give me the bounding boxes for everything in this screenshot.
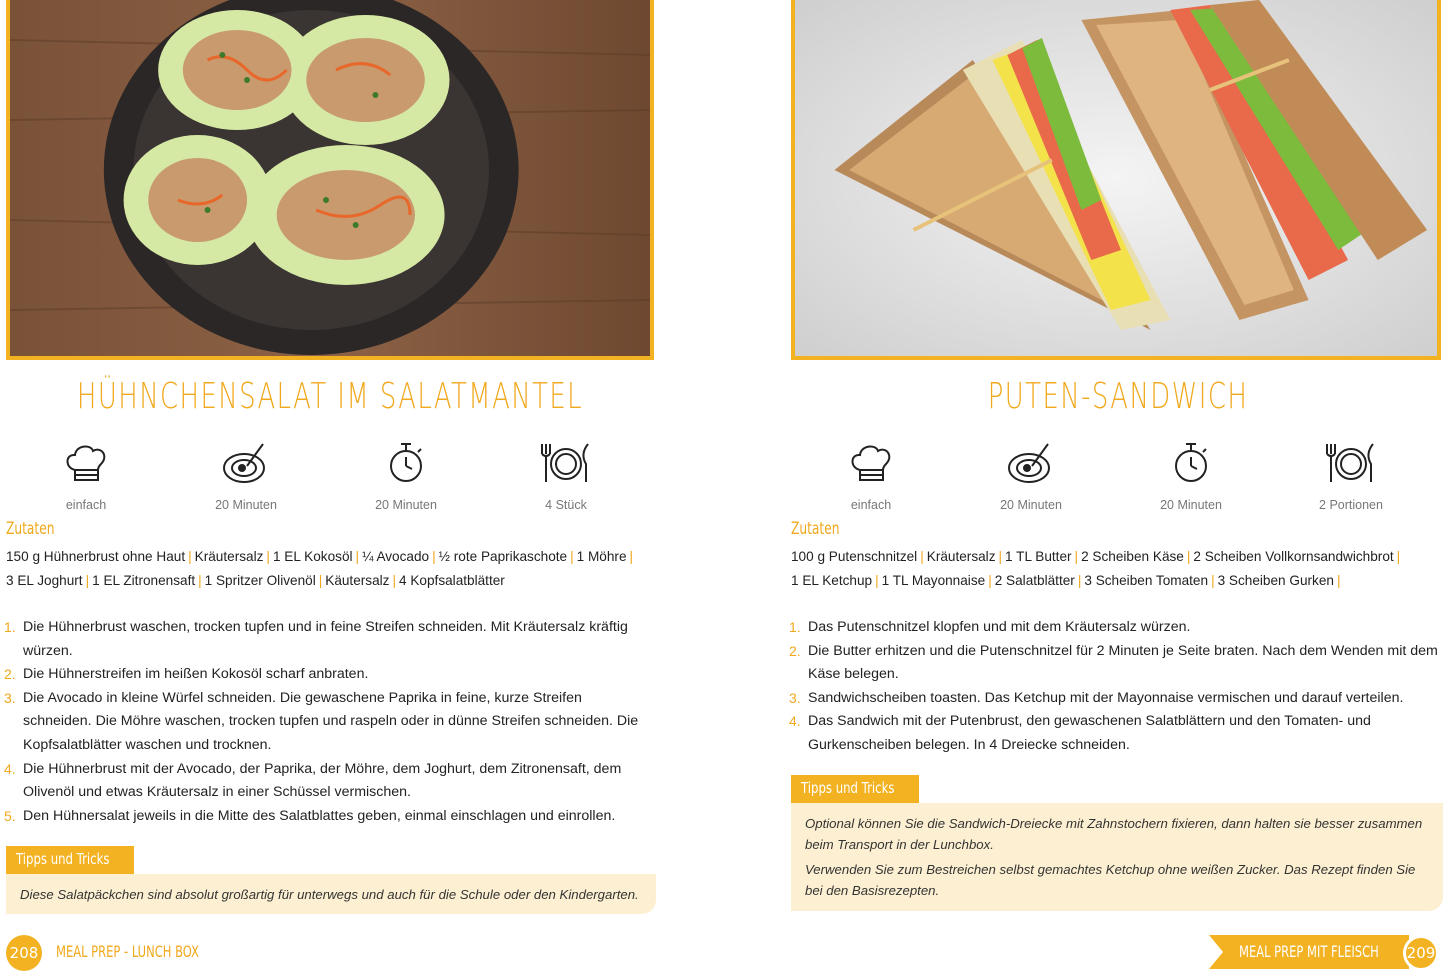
ingredient: 4 Kopfsalatblätter — [399, 573, 505, 588]
servings-label: 4 Stück — [545, 498, 587, 512]
prep-time-info — [951, 440, 1111, 512]
ingredient: ½ rote Paprikaschote — [438, 549, 568, 564]
step-text: Die Hühnerbrust mit der Avocado, der Paprika, der Möhre, dem Joghurt, dem Zitronensaft, dem Olivenöl und etwas Kräutersalz in einer Schüssel vermischen. — [23, 760, 622, 801]
ingredient: 1 EL Kokosöl — [272, 549, 353, 564]
ingredients-list — [6, 545, 646, 593]
tips-heading: Tipps und Tricks — [6, 846, 134, 874]
step-item — [4, 663, 654, 687]
step-text: Das Sandwich mit der Putenbrust, den gewaschenen Salatblättern und den Tomaten- und Gurkenscheiben belegen. In 4 Dreiecke schneiden. — [808, 713, 1371, 753]
step-number: 4. — [789, 713, 801, 730]
stopwatch-icon — [381, 440, 431, 486]
ingredients-line: 1 EL Ketchup | 1 TL Mayonnaise | 2 Salatblätter | 3 Scheiben Tomaten | 3 Scheiben Gurken | — [791, 573, 1341, 588]
difficulty-label: einfach — [850, 498, 892, 512]
step-item — [4, 758, 654, 805]
step-text: Das Putenschnitzel klopfen und mit dem Kräutersalz würzen. — [808, 619, 1191, 635]
prep-time-label: 20 Minuten — [215, 498, 277, 512]
cook-time-info — [326, 440, 486, 512]
tip-text: Optional können Sie die Sandwich-Dreiecke mit Zahnstochern fixieren, dann halten sie besser zusammen beim Transport in der Lunchbox. — [805, 816, 1423, 852]
ingredient: Käutersalz — [325, 573, 390, 588]
cook-time-info — [1111, 440, 1271, 512]
recipe-title: HÜHNCHENSALAT IM SALATMANTEL — [76, 376, 584, 417]
cook-time-label: 20 Minuten — [1160, 498, 1222, 512]
ingredient: 3 EL Joghurt — [6, 573, 83, 588]
ingredients-heading: Zutaten — [791, 519, 840, 539]
ingredient: Kräutersalz — [926, 549, 996, 564]
ingredient: Kräutersalz — [194, 549, 264, 564]
ingredient: 1 Spritzer Olivenöl — [204, 573, 316, 588]
step-number: 2. — [4, 666, 16, 683]
chef-hat-icon — [846, 440, 896, 486]
ingredient: 2 Scheiben Vollkornsandwichbrot — [1193, 549, 1394, 564]
ingredients-list — [791, 545, 1441, 593]
stopwatch-icon — [1166, 440, 1216, 486]
step-number: 4. — [4, 760, 16, 777]
ingredient: ¼ Avocado — [362, 549, 430, 564]
chicken-salad-photo — [6, 0, 654, 360]
tips-box — [791, 803, 1443, 911]
chapter-label: MEAL PREP - LUNCH BOX — [56, 942, 200, 961]
step-number: 5. — [4, 807, 16, 824]
ingredient: 3 Scheiben Tomaten — [1084, 573, 1209, 588]
step-number: 1. — [789, 619, 801, 635]
servings-info — [486, 440, 646, 512]
step-item — [4, 805, 654, 829]
step-item — [789, 640, 1445, 687]
tip-text: Verwenden Sie zum Bestreichen selbst gemachtes Ketchup ohne weißen Zucker. Das Rezept finden Sie bei den Basisrezepten. — [805, 862, 1416, 898]
step-number: 2. — [789, 642, 801, 659]
step-item — [4, 687, 654, 758]
step-item — [789, 616, 1445, 640]
difficulty-label: einfach — [65, 498, 107, 512]
left-page — [0, 0, 722, 973]
recipe-meta — [791, 440, 1441, 512]
prep-time-label: 20 Minuten — [1000, 498, 1062, 512]
ingredient: 1 EL Ketchup — [791, 573, 873, 588]
chapter-label: MEAL PREP MIT FLEISCH — [1239, 942, 1379, 961]
step-text: Sandwichscheiben toasten. Das Ketchup mit der Mayonnaise vermischen und darauf verteilen. — [808, 689, 1404, 706]
step-text: Die Butter erhitzen und die Putenschnitzel für 2 Minuten je Seite braten. Nach dem Wenden mit dem Käse belegen. — [808, 642, 1438, 683]
difficulty-info — [791, 440, 951, 512]
servings-label: 2 Portionen — [1319, 498, 1383, 512]
cook-time-label: 20 Minuten — [375, 498, 437, 512]
preparation-steps — [4, 616, 654, 828]
step-text: Die Avocado in kleine Würfel schneiden. Die gewaschene Paprika in feine, kurze Streifen schneiden. Die Möhre waschen, trocken tupfen und raspeln oder in dünne Streifen schneiden. Die Kopfsalatblätter waschen und trocknen. — [23, 689, 639, 753]
plate-cutlery-icon — [536, 440, 596, 486]
step-number: 3. — [4, 689, 16, 706]
tips-box — [6, 874, 656, 914]
ingredients-line: 3 EL Joghurt | 1 EL Zitronensaft | 1 Spritzer Olivenöl | Käutersalz | 4 Kopfsalatblätter — [6, 573, 505, 588]
ingredient: 150 g Hühnerbrust ohne Haut — [6, 549, 186, 564]
ingredient: 1 EL Zitronensaft — [92, 573, 196, 588]
ingredient: 3 Scheiben Gurken — [1217, 573, 1334, 588]
ingredient: 1 TL Mayonnaise — [881, 573, 986, 588]
tip-text: Diese Salatpäckchen sind absolut großartig für unterwegs und auch für die Schule oder den Kindergarten. — [20, 887, 639, 902]
ingredient: 2 Scheiben Käse — [1081, 549, 1184, 564]
prep-time-info — [166, 440, 326, 512]
page-number: 208 — [6, 935, 42, 971]
step-text: Den Hühnersalat jeweils in die Mitte des Salatblattes geben, einmal einschlagen und einrollen. — [23, 807, 616, 824]
ingredient: 1 Möhre — [576, 549, 627, 564]
page-footer — [1209, 933, 1445, 973]
step-item — [789, 710, 1445, 757]
page-number: 209 — [1403, 935, 1439, 971]
step-text: Die Hühnerstreifen im heißen Kokosöl scharf anbraten. — [23, 666, 369, 683]
ingredients-line: 100 g Putenschnitzel | Kräutersalz | 1 TL Butter | 2 Scheiben Käse | 2 Scheiben Vollkornsandwichbrot | — [791, 549, 1401, 564]
turkey-sandwich-photo — [791, 0, 1441, 360]
step-item — [789, 687, 1445, 711]
ingredient: 100 g Putenschnitzel — [791, 549, 918, 564]
mixing-bowl-icon — [1006, 440, 1056, 486]
step-number: 3. — [789, 689, 801, 706]
page-footer — [6, 933, 306, 973]
step-number: 1. — [4, 619, 16, 635]
recipe-title: PUTEN-SANDWICH — [987, 376, 1249, 417]
recipe-meta — [6, 440, 656, 512]
servings-info — [1271, 440, 1431, 512]
step-text: Die Hühnerbrust waschen, trocken tupfen und in feine Streifen schneiden. Mit Kräutersalz kräftig würzen. — [23, 619, 628, 659]
ingredients-heading: Zutaten — [6, 519, 55, 539]
mixing-bowl-icon — [221, 440, 271, 486]
tips-heading: Tipps und Tricks — [791, 775, 919, 803]
ingredient: 1 TL Butter — [1005, 549, 1072, 564]
ingredients-line: 150 g Hühnerbrust ohne Haut | Kräutersalz | 1 EL Kokosöl | ¼ Avocado | ½ rote Paprikaschote | 1 Möhre | — [6, 549, 634, 564]
right-page — [723, 0, 1445, 973]
preparation-steps — [789, 616, 1445, 758]
step-item — [4, 616, 654, 663]
chef-hat-icon — [61, 440, 111, 486]
plate-cutlery-icon — [1321, 440, 1381, 486]
difficulty-info — [6, 440, 166, 512]
ingredient: 2 Salatblätter — [994, 573, 1075, 588]
